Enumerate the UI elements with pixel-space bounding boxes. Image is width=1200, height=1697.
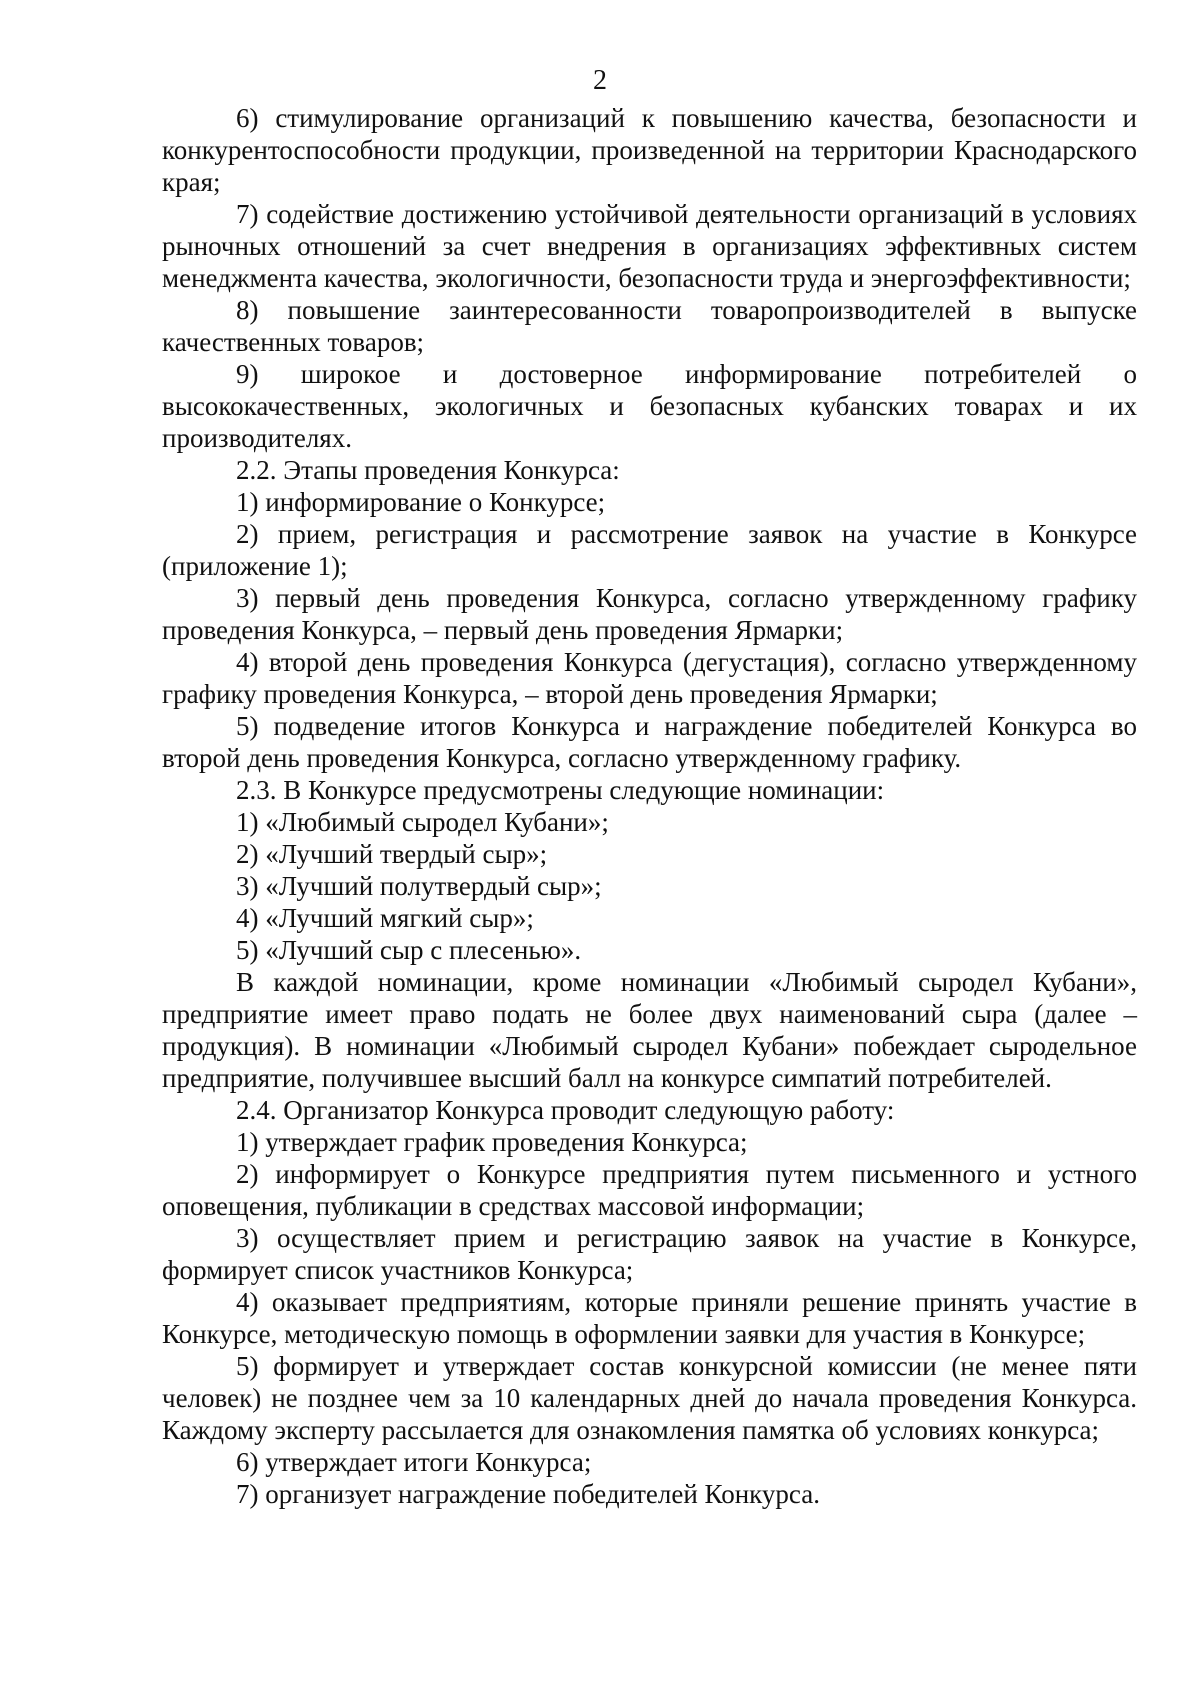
paragraph-2-1-item-7: 7) содействие достижению устойчивой деятельности организаций в условиях рыночных отношений за счет внедрения в организациях эффективных систем менеджмента качества, экологичности, безопасности труда и энергоэффективности; [162, 199, 1137, 293]
page-number: 2 [593, 65, 607, 96]
nomination-rules-paragraph: В каждой номинации, кроме номинации «Любимый сыродел Кубани», предприятие имеет право подать не более двух наименований сыра (далее – продукция). В номинации «Любимый сыродел Кубани» побеждает сыродельное предприятие, получившее высший балл на конкурсе симпатий потребителей. [162, 967, 1137, 1093]
document-body [162, 102, 1137, 1510]
paragraph-2-4-item-6: 6) утверждает итоги Конкурса; [236, 1447, 592, 1477]
paragraph-2-4-item-7: 7) организует награждение победителей Конкурса. [236, 1479, 820, 1509]
section-2-4-heading: 2.4. Организатор Конкурса проводит следующую работу: [236, 1095, 895, 1125]
paragraph-2-1-item-6: 6) стимулирование организаций к повышению качества, безопасности и конкурентоспособности продукции, произведенной на территории Краснодарского края; [162, 103, 1137, 197]
section-2-3-heading: 2.3. В Конкурсе предусмотрены следующие номинации: [236, 775, 885, 805]
nomination-item-4: 4) «Лучший мягкий сыр»; [236, 903, 534, 933]
paragraph-2-4-item-2: 2) информирует о Конкурсе предприятия путем письменного и устного оповещения, публикации в средствах массовой информации; [162, 1159, 1137, 1221]
paragraph-2-4-item-5: 5) формирует и утверждает состав конкурсной комиссии (не менее пяти человек) не позднее чем за 10 календарных дней до начала проведения Конкурса. Каждому эксперту рассылается для ознакомления памятка об условиях конкурса; [162, 1351, 1137, 1445]
paragraph-2-2-item-2: 2) прием, регистрация и рассмотрение заявок на участие в Конкурсе (приложение 1); [162, 519, 1137, 581]
paragraph-2-1-item-9: 9) широкое и достоверное информирование потребителей о высококачественных, экологичных и безопасных кубанских товарах и их производителях. [162, 359, 1137, 453]
paragraph-2-4-item-1: 1) утверждает график проведения Конкурса; [236, 1127, 748, 1157]
paragraph-2-2-item-4: 4) второй день проведения Конкурса (дегустация), согласно утвержденному графику проведения Конкурса, – второй день проведения Ярмарки; [162, 647, 1137, 709]
nomination-item-1: 1) «Любимый сыродел Кубани»; [236, 807, 609, 837]
nomination-item-3: 3) «Лучший полутвердый сыр»; [236, 871, 602, 901]
paragraph-2-4-item-3: 3) осуществляет прием и регистрацию заявок на участие в Конкурсе, формирует список участников Конкурса; [162, 1223, 1137, 1285]
paragraph-2-2-item-3: 3) первый день проведения Конкурса, согласно утвержденному графику проведения Конкурса, – первый день проведения Ярмарки; [162, 583, 1137, 645]
paragraph-2-2-item-5: 5) подведение итогов Конкурса и награждение победителей Конкурса во второй день проведения Конкурса, согласно утвержденному графику. [162, 711, 1137, 773]
paragraph-2-4-item-4: 4) оказывает предприятиям, которые приняли решение принять участие в Конкурсе, методическую помощь в оформлении заявки для участия в Конкурсе; [162, 1287, 1137, 1349]
paragraph-2-1-item-8: 8) повышение заинтересованности товаропроизводителей в выпуске качественных товаров; [162, 295, 1137, 357]
nomination-item-5: 5) «Лучший сыр с плесенью». [236, 935, 582, 965]
section-2-2-heading: 2.2. Этапы проведения Конкурса: [236, 455, 620, 485]
paragraph-2-2-item-1: 1) информирование о Конкурсе; [236, 487, 606, 517]
nomination-item-2: 2) «Лучший твердый сыр»; [236, 839, 548, 869]
